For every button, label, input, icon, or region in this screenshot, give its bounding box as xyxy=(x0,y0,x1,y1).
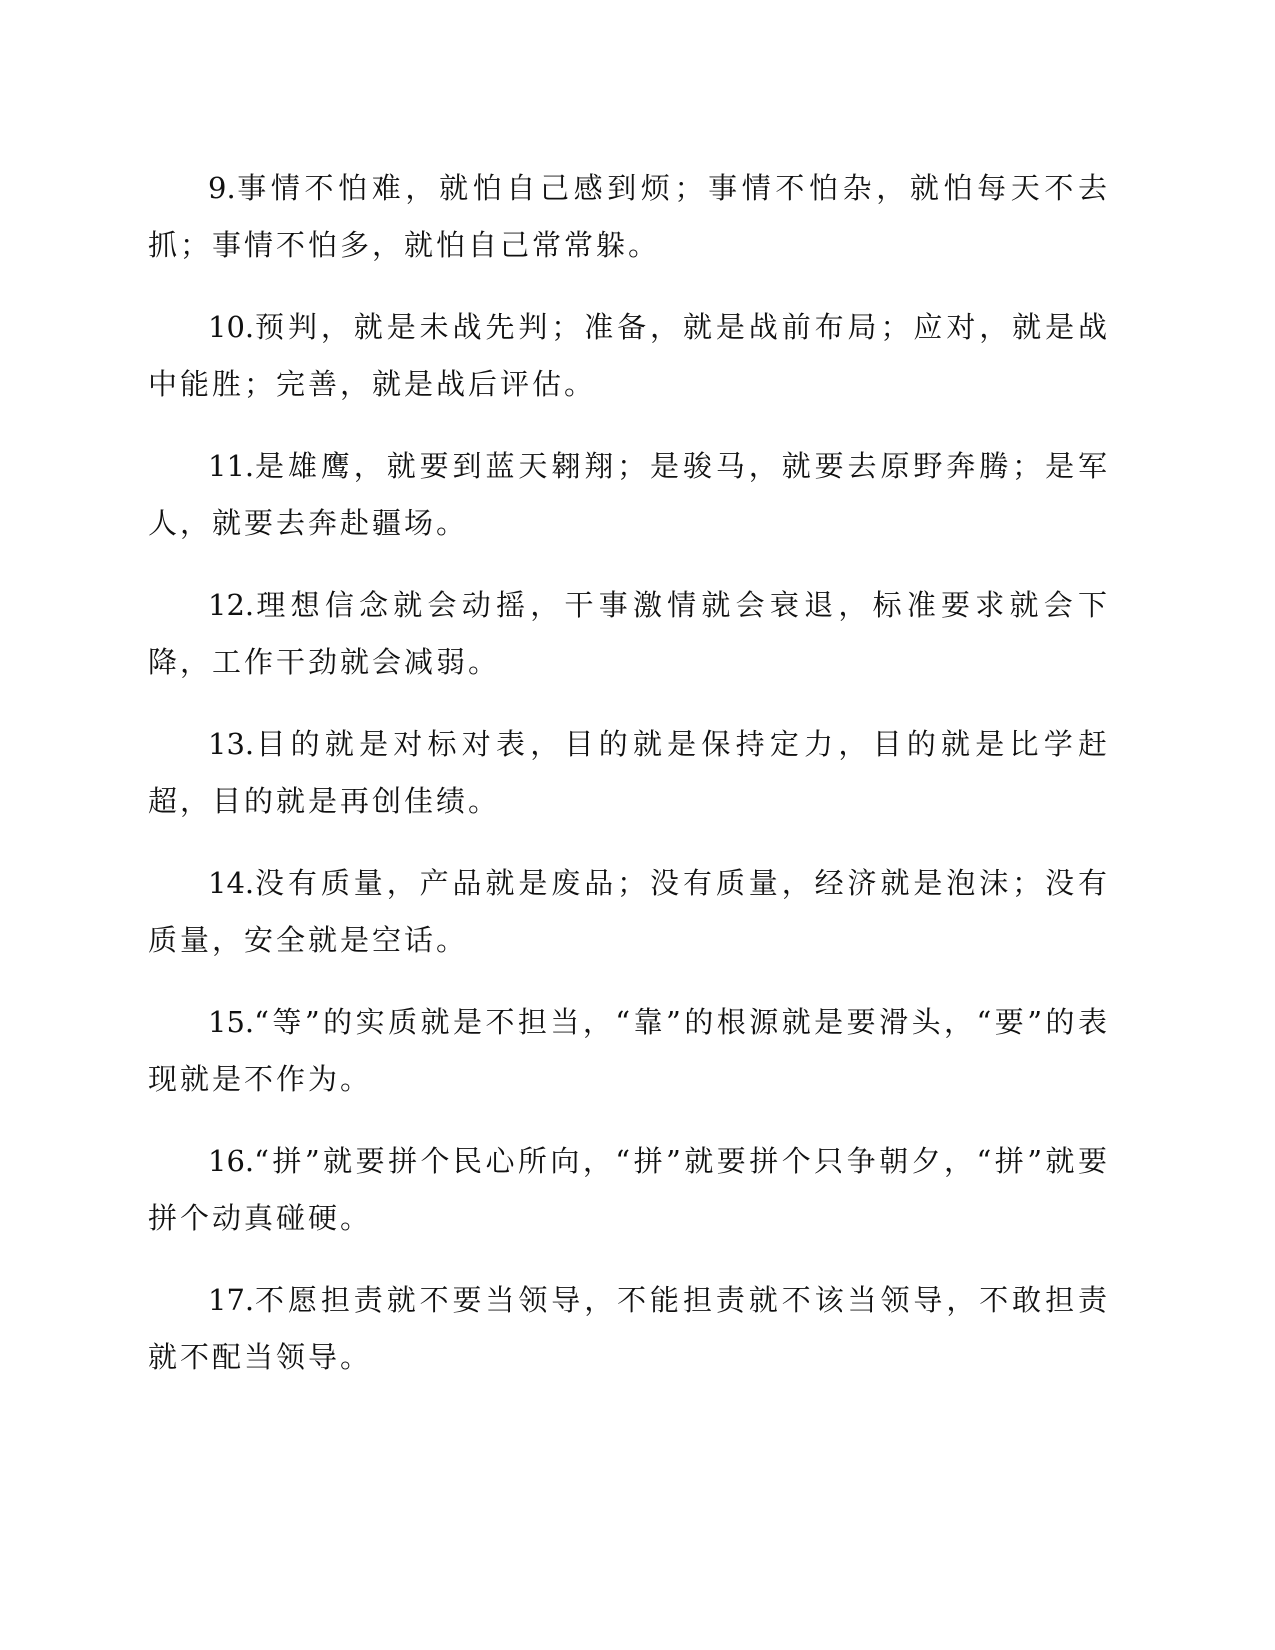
list-item xyxy=(148,1133,1110,1247)
item-text: 没有质量，产品就是废品；没有质量，经济就是泡沫；没有质量，安全就是空话。 xyxy=(148,866,1110,957)
list-item xyxy=(148,299,1110,413)
item-number: 11. xyxy=(208,449,255,483)
item-number: 14. xyxy=(208,866,255,900)
item-text: “拼”就要拼个民心所向，“拼”就要拼个只争朝夕，“拼”就要拼个动真碰硬。 xyxy=(148,1144,1110,1235)
item-number: 15. xyxy=(208,1005,255,1039)
item-text: 预判，就是未战先判；准备，就是战前布局；应对，就是战中能胜；完善，就是战后评估。 xyxy=(148,310,1110,401)
list-item xyxy=(148,994,1110,1108)
item-number: 10. xyxy=(208,310,255,344)
list-item xyxy=(148,438,1110,552)
item-text: 事情不怕难，就怕自己感到烦；事情不怕杂，就怕每天不去抓；事情不怕多，就怕自己常常躲。 xyxy=(148,171,1110,262)
item-number: 13. xyxy=(208,727,255,761)
document-body xyxy=(148,160,1110,1411)
item-text: 理想信念就会动摇，干事激情就会衰退，标准要求就会下降，工作干劲就会减弱。 xyxy=(148,588,1110,679)
item-number: 12. xyxy=(208,588,255,622)
item-number: 16. xyxy=(208,1144,255,1178)
item-text: 不愿担责就不要当领导，不能担责就不该当领导，不敢担责就不配当领导。 xyxy=(148,1283,1110,1374)
list-item xyxy=(148,577,1110,691)
list-item xyxy=(148,160,1110,274)
item-text: “等”的实质就是不担当，“靠”的根源就是要滑头，“要”的表现就是不作为。 xyxy=(148,1005,1110,1096)
item-text: 是雄鹰，就要到蓝天翱翔；是骏马，就要去原野奔腾；是军人，就要去奔赴疆场。 xyxy=(148,449,1110,540)
item-number: 17. xyxy=(208,1283,255,1317)
list-item xyxy=(148,716,1110,830)
list-item xyxy=(148,1272,1110,1386)
item-number: 9. xyxy=(208,171,236,205)
item-text: 目的就是对标对表，目的就是保持定力，目的就是比学赶超，目的就是再创佳绩。 xyxy=(148,727,1110,818)
list-item xyxy=(148,855,1110,969)
